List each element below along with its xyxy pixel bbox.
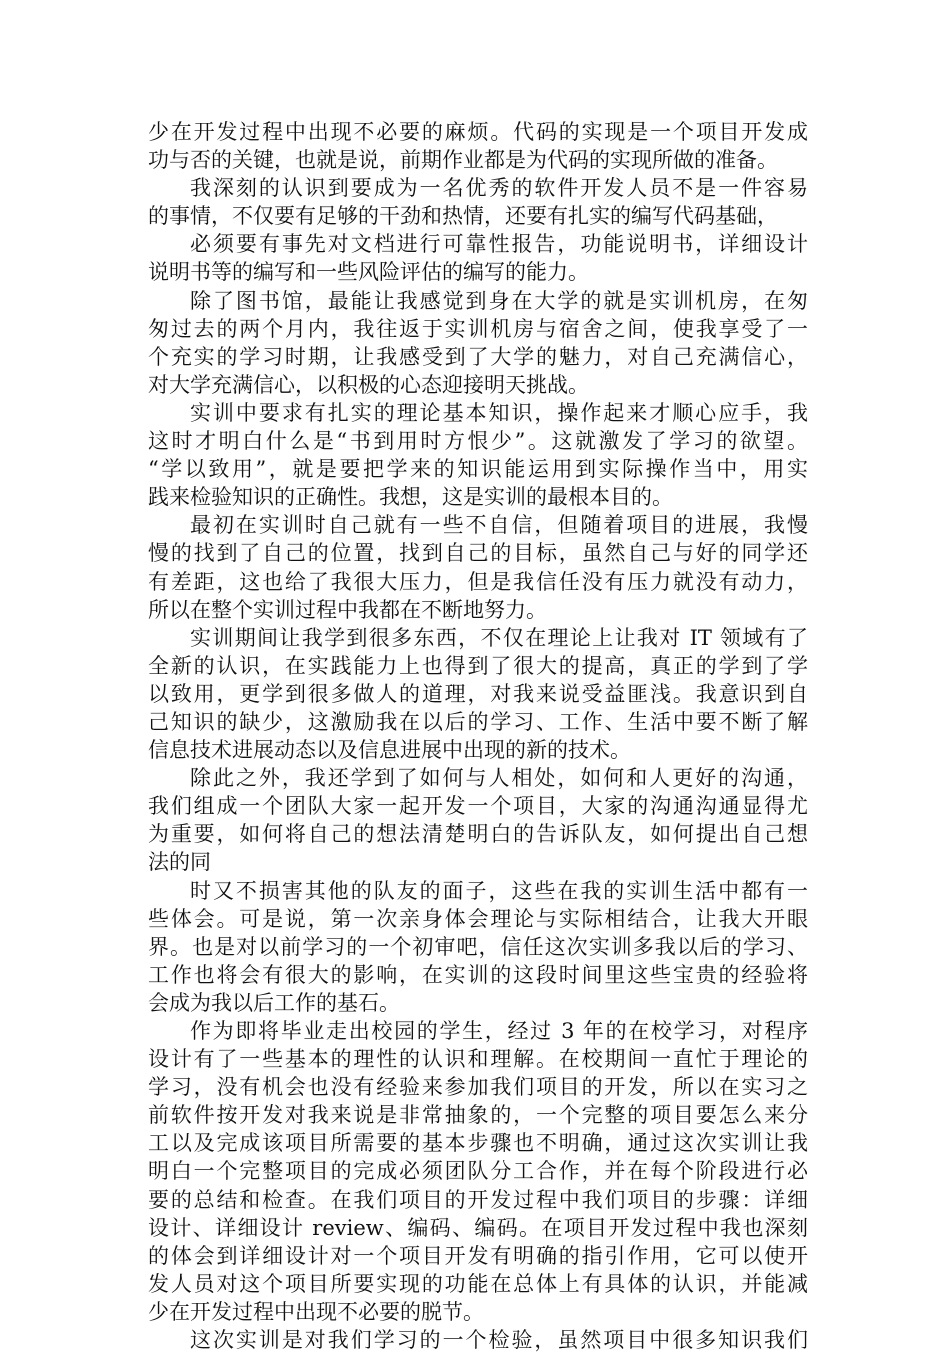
text-line: 对大学充满信心，以积极的心态迎接明天挑战。 bbox=[148, 372, 589, 397]
text-line: 实训期间让我学到很多东西，不仅在理论上让我对 IT 领域有了 bbox=[190, 625, 808, 650]
text-line: 我深刻的认识到要成为一名优秀的软件开发人员不是一件容易 bbox=[190, 176, 808, 201]
text-line: 这次实训是对我们学习的一个检验，虽然项目中很多知识我们 bbox=[190, 1328, 808, 1353]
text-line: 的体会到详细设计对一个项目开发有明确的指引作用，它可以使开 bbox=[148, 1243, 808, 1268]
text-line: 些体会。可是说，第一次亲身体会理论与实际相结合，让我大开眼 bbox=[148, 906, 808, 931]
text-line: 除了图书馆，最能让我感觉到身在大学的就是实训机房，在匆 bbox=[190, 288, 808, 313]
text-line: 设计有了一些基本的理性的认识和理解。在校期间一直忙于理论的 bbox=[148, 1047, 808, 1072]
text-line: 学习，没有机会也没有经验来参加我们项目的开发，所以在实习之 bbox=[148, 1075, 808, 1100]
text-line: “学以致用”，就是要把学来的知识能运用到实际操作当中，用实 bbox=[148, 457, 808, 482]
body-text bbox=[148, 118, 808, 1354]
text-line: 的事情，不仅要有足够的干劲和热情，还要有扎实的编写代码基础， bbox=[148, 204, 778, 229]
text-line: 界。也是对以前学习的一个初审吧，信任这次实训多我以后的学习、 bbox=[148, 934, 808, 959]
text-line: 工以及完成该项目所需要的基本步骤也不明确，通过这次实训让我 bbox=[148, 1131, 808, 1156]
text-line: 说明书等的编写和一些风险评估的编写的能力。 bbox=[148, 260, 589, 285]
text-line: 我们组成一个团队大家一起开发一个项目，大家的沟通沟通显得尤 bbox=[148, 794, 808, 819]
text-line: 所以在整个实训过程中我都在不断地努力。 bbox=[148, 597, 547, 622]
text-line: 明白一个完整项目的完成必须团队分工合作，并在每个阶段进行必 bbox=[148, 1159, 808, 1184]
text-line: 少在开发过程中出现不必要的脱节。 bbox=[148, 1299, 484, 1324]
text-line: 设计、详细设计 review、编码、编码。在项目开发过程中我也深刻 bbox=[148, 1215, 808, 1240]
text-line: 会成为我以后工作的基石。 bbox=[148, 990, 400, 1015]
text-line: 功与否的关键，也就是说，前期作业都是为代码的实现所做的准备。 bbox=[148, 148, 778, 173]
text-line: 为重要，如何将自己的想法清楚明白的告诉队友，如何提出自己想 bbox=[148, 822, 808, 847]
text-line: 前软件按开发对我来说是非常抽象的，一个完整的项目要怎么来分 bbox=[148, 1103, 808, 1128]
text-line: 全新的认识，在实践能力上也得到了很大的提高，真正的学到了学 bbox=[148, 653, 808, 678]
text-line: 法的同 bbox=[148, 850, 211, 875]
text-line: 少在开发过程中出现不必要的麻烦。代码的实现是一个项目开发成 bbox=[148, 120, 808, 144]
text-line: 发人员对这个项目所要实现的功能在总体上有具体的认识，并能减 bbox=[148, 1271, 808, 1296]
text-line: 有差距，这也给了我很大压力，但是我信任没有压力就没有动力， bbox=[148, 569, 808, 594]
text-line: 这时才明白什么是“书到用时方恨少”。这就激发了学习的欲望。 bbox=[148, 429, 808, 454]
text-line: 匆过去的两个月内，我往返于实训机房与宿舍之间，使我享受了一 bbox=[148, 316, 808, 341]
text-line: 己知识的缺少，这激励我在以后的学习、工作、生活中要不断了解 bbox=[148, 709, 808, 734]
text-line: 信息技术进展动态以及信息进展中出现的新的技术。 bbox=[148, 738, 631, 763]
text-line: 时又不损害其他的队友的面子，这些在我的实训生活中都有一 bbox=[190, 878, 808, 903]
text-line: 要的总结和检查。在我们项目的开发过程中我们项目的步骤：详细 bbox=[148, 1187, 808, 1212]
text-line: 实训中要求有扎实的理论基本知识，操作起来才顺心应手，我 bbox=[190, 400, 808, 425]
text-line: 除此之外，我还学到了如何与人相处，如何和人更好的沟通， bbox=[190, 766, 808, 791]
text-line: 践来检验知识的正确性。我想，这是实训的最根本目的。 bbox=[148, 485, 673, 510]
text-line: 个充实的学习时期，让我感受到了大学的魅力，对自己充满信心， bbox=[148, 344, 808, 369]
text-line: 以致用，更学到很多做人的道理，对我来说受益匪浅。我意识到自 bbox=[148, 681, 808, 706]
text-line: 必须要有事先对文档进行可靠性报告，功能说明书，详细设计 bbox=[190, 232, 808, 257]
text-line: 慢的找到了自己的位置，找到自己的目标，虽然自己与好的同学还 bbox=[148, 541, 808, 566]
text-line: 最初在实训时自己就有一些不自信，但随着项目的进展，我慢 bbox=[190, 513, 808, 538]
text-line: 作为即将毕业走出校园的学生，经过 3 年的在校学习，对程序 bbox=[190, 1019, 808, 1043]
text-line: 工作也将会有很大的影响，在实训的这段时间里这些宝贵的经验将 bbox=[148, 962, 808, 987]
